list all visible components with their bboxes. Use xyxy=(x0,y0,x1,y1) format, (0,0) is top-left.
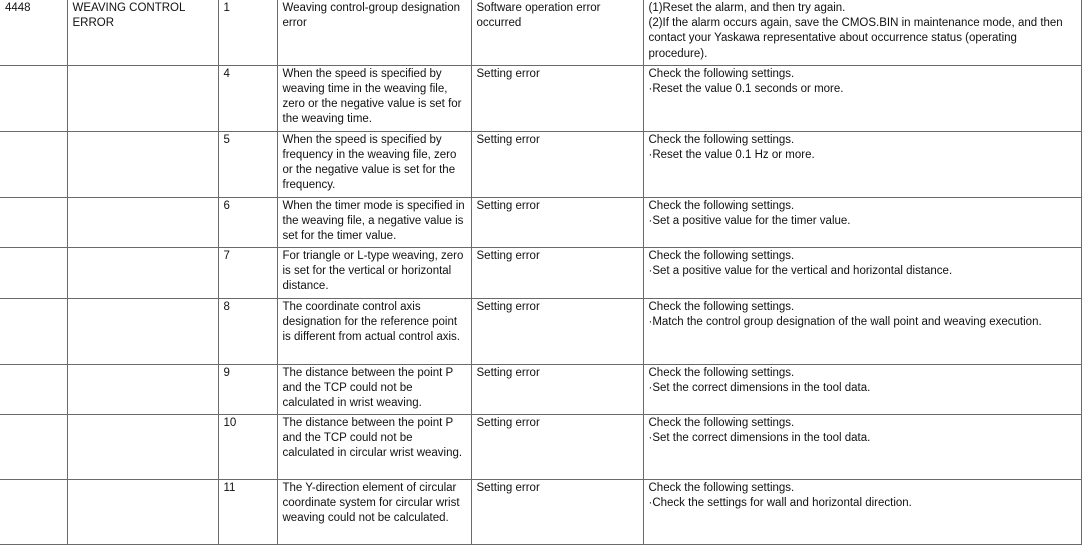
remedy-line: Check the following settings. xyxy=(648,366,795,379)
meaning-cell xyxy=(277,298,471,364)
sub-code: 10 xyxy=(223,416,237,429)
remedy-line: ·Set a positive value for the vertical and horizontal distance. xyxy=(648,264,953,277)
meaning-cell xyxy=(277,479,471,544)
table-row xyxy=(0,131,1081,197)
sub-code-cell xyxy=(218,65,277,131)
remedy-line: Check the following settings. xyxy=(648,67,795,80)
remedy-cell xyxy=(643,298,1081,364)
remedy-line: ·Set a positive value for the timer value. xyxy=(648,214,851,227)
alarm-code-cell xyxy=(0,0,67,65)
remedy-line: ·Reset the value 0.1 seconds or more. xyxy=(648,82,844,95)
cause-text: Software operation error occurred xyxy=(476,2,601,30)
sub-code-cell xyxy=(218,364,277,414)
cause-cell xyxy=(471,247,643,298)
table-row xyxy=(0,197,1081,247)
cause-cell xyxy=(471,298,643,364)
cause-text: Setting error xyxy=(476,481,540,494)
meaning-text: The coordinate control axis designation for the reference point is different from actual control axis. xyxy=(282,300,460,343)
remedy-line: Check the following settings. xyxy=(648,133,795,146)
table-row xyxy=(0,65,1081,131)
meaning-cell xyxy=(277,0,471,65)
remedy-line: Check the following settings. xyxy=(648,300,795,313)
sub-code: 8 xyxy=(223,300,230,313)
table-row xyxy=(0,0,1081,65)
cause-text: Setting error xyxy=(476,199,540,212)
cause-cell xyxy=(471,414,643,479)
cause-text: Setting error xyxy=(476,249,540,262)
remedy-cell xyxy=(643,414,1081,479)
alarm-name: WEAVING CONTROL ERROR xyxy=(72,2,185,30)
meaning-cell xyxy=(277,197,471,247)
cause-cell xyxy=(471,65,643,131)
meaning-cell xyxy=(277,364,471,414)
remedy-line: (2)If the alarm occurs again, save the CMOS.BIN in maintenance mode, and then contact your Yaskawa representative about occurrence status (operating procedure). xyxy=(648,17,1063,60)
remedy-cell xyxy=(643,131,1081,197)
cause-cell xyxy=(471,197,643,247)
alarm-name-cell xyxy=(67,0,218,65)
alarm-code: 4448 xyxy=(5,2,31,14)
cause-cell xyxy=(471,0,643,65)
cause-cell xyxy=(471,479,643,544)
remedy-line: ·Set the correct dimensions in the tool data. xyxy=(648,381,871,394)
meaning-text: When the speed is specified by weaving time in the weaving file, zero or the negative value is set for the weaving time. xyxy=(282,67,462,126)
sub-code: 7 xyxy=(223,249,230,262)
cause-text: Setting error xyxy=(476,133,540,146)
remedy-line: ·Check the settings for wall and horizontal direction. xyxy=(648,496,912,509)
meaning-text: The distance between the point P and the TCP could not be calculated in circular wrist weaving. xyxy=(282,416,463,459)
remedy-cell xyxy=(643,197,1081,247)
cause-text: Setting error xyxy=(476,300,540,313)
meaning-text: For triangle or L-type weaving, zero is set for the vertical or horizontal distance. xyxy=(282,249,464,292)
table-row xyxy=(0,298,1081,364)
meaning-text: When the timer mode is specified in the weaving file, a negative value is set for the timer value. xyxy=(282,199,465,242)
sub-code: 9 xyxy=(223,366,230,379)
meaning-text: Weaving control-group designation error xyxy=(282,2,461,30)
sub-code: 5 xyxy=(223,133,230,146)
meaning-cell xyxy=(277,65,471,131)
cause-cell xyxy=(471,131,643,197)
meaning-text: The Y-direction element of circular coordinate system for circular wrist weaving could not be calculated. xyxy=(282,481,460,524)
sub-code-cell xyxy=(218,247,277,298)
table-row xyxy=(0,247,1081,298)
sub-code-cell xyxy=(218,131,277,197)
sub-code: 6 xyxy=(223,199,230,212)
sub-code-cell xyxy=(218,298,277,364)
remedy-cell xyxy=(643,0,1081,65)
meaning-cell xyxy=(277,414,471,479)
table-row xyxy=(0,414,1081,479)
remedy-line: Check the following settings. xyxy=(648,481,795,494)
remedy-line: Check the following settings. xyxy=(648,199,795,212)
sub-code-cell xyxy=(218,0,277,65)
remedy-line: (1)Reset the alarm, and then try again. xyxy=(648,2,846,14)
sub-code: 4 xyxy=(223,67,230,80)
table-row xyxy=(0,479,1081,544)
remedy-line: ·Match the control group designation of the wall point and weaving execution. xyxy=(648,315,1042,328)
sub-code-cell xyxy=(218,414,277,479)
cause-cell xyxy=(471,364,643,414)
meaning-text: The distance between the point P and the TCP could not be calculated in wrist weaving. xyxy=(282,366,453,409)
meaning-cell xyxy=(277,247,471,298)
meaning-text: When the speed is specified by frequency in the weaving file, zero or the negative value is set for the frequency. xyxy=(282,133,457,192)
cause-text: Setting error xyxy=(476,366,540,379)
cause-text: Setting error xyxy=(476,416,540,429)
remedy-line: Check the following settings. xyxy=(648,416,795,429)
remedy-cell xyxy=(643,65,1081,131)
cause-text: Setting error xyxy=(476,67,540,80)
meaning-cell xyxy=(277,131,471,197)
remedy-cell xyxy=(643,364,1081,414)
remedy-cell xyxy=(643,479,1081,544)
table-row xyxy=(0,364,1081,414)
remedy-cell xyxy=(643,247,1081,298)
remedy-line: ·Set the correct dimensions in the tool data. xyxy=(648,431,871,444)
sub-code-cell xyxy=(218,479,277,544)
remedy-line: ·Reset the value 0.1 Hz or more. xyxy=(648,148,815,161)
sub-code: 11 xyxy=(223,481,236,494)
remedy-line: Check the following settings. xyxy=(648,249,795,262)
sub-code: 1 xyxy=(223,2,230,14)
sub-code-cell xyxy=(218,197,277,247)
